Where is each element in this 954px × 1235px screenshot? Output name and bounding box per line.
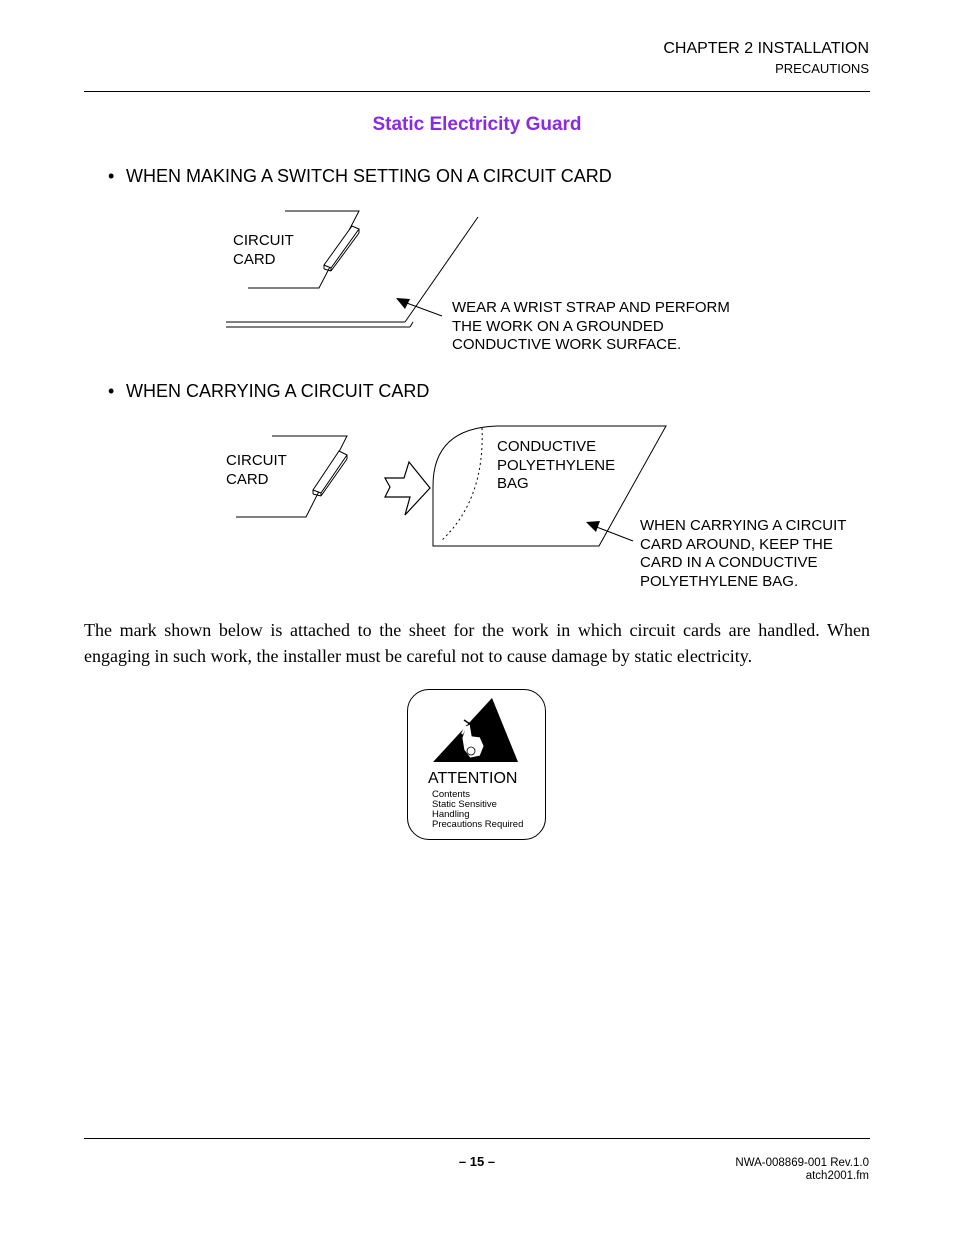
bullet-text: WHEN MAKING A SWITCH SETTING ON A CIRCUIT CARD [126,166,612,186]
doc-id: NWA-008869-001 Rev.1.0 [735,1157,869,1169]
arrow-head-icon [586,521,600,532]
esd-attention-mark [407,689,546,840]
bag-label: CONDUCTIVE POLYETHYLENE BAG [497,438,616,492]
footer-rule [84,1138,870,1139]
note-wrist-strap: WEAR A WRIST STRAP AND PERFORM THE WORK ON A GROUNDED CONDUCTIVE WORK SURFACE. [452,299,730,353]
note-carry-bag: WHEN CARRYING A CIRCUIT CARD AROUND, KEEP THE CARD IN A CONDUCTIVE POLYETHYLENE BAG. [640,517,847,590]
transfer-arrow-icon [385,462,430,515]
file-name: atch2001.fm [805,1170,869,1182]
page-number: – 15 – [458,1154,496,1169]
bullet-text: WHEN CARRYING A CIRCUIT CARD [126,381,430,401]
esd-text: Contents Static Sensitive Handling Precautions Required [432,789,524,830]
bullet-dot: • [108,381,115,401]
bullet-dot: • [108,166,115,186]
body-paragraph: The mark shown below is attached to the sheet for the work in which circuit cards are handled. When engaging in such work, the installer must be careful not to cause damage by static electricity. [84,620,870,666]
figure-conductive-bag [0,0,954,600]
header-section: PRECAUTIONS [775,61,869,76]
header-chapter: CHAPTER 2 INSTALLATION [663,40,869,57]
footer-doc-info [735,1157,869,1183]
card-label-2: CIRCUIT CARD [226,452,287,488]
section-title: Static Electricity Guard [372,114,582,135]
esd-title: ATTENTION [428,770,518,787]
card-label-1: CIRCUIT CARD [233,232,294,268]
